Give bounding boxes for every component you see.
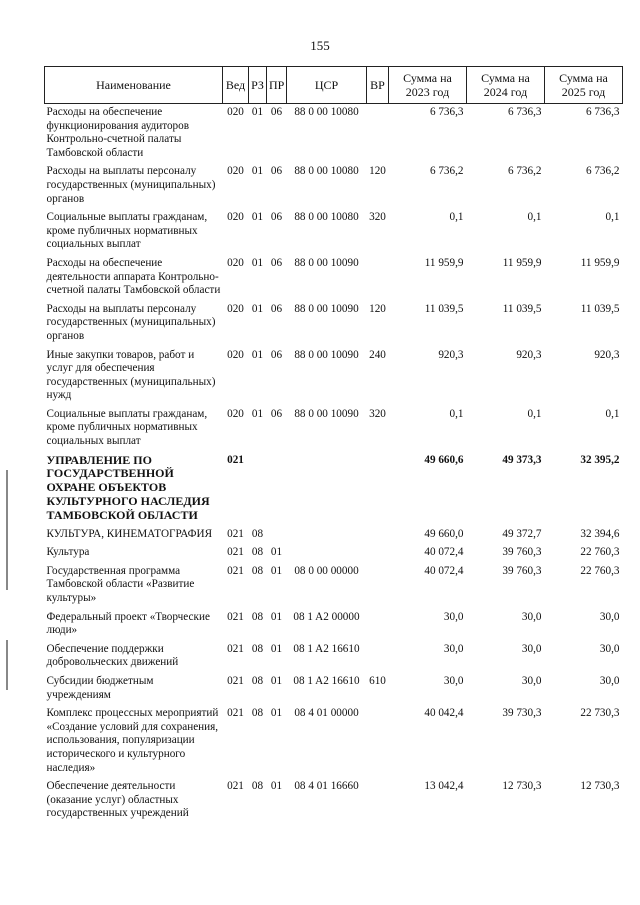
- cell-rz: 01: [251, 348, 264, 361]
- cell-name: Расходы на обеспечение деятельности аппарата Контрольно-счетной палаты Тамбовской области: [46, 256, 221, 297]
- cell-csr: 08 0 00 00000: [294, 564, 359, 577]
- cell-vr: [367, 705, 389, 778]
- cell-sum-2024: 0,1: [527, 407, 542, 420]
- cell-rz: 08: [251, 780, 264, 793]
- cell-csr: 88 0 00 10080: [294, 106, 359, 118]
- header-rz: РЗ: [249, 67, 267, 104]
- cell-sum-2023: 0,1: [449, 211, 464, 224]
- cell-pr: 01: [270, 707, 283, 720]
- cell-pr: 06: [270, 407, 283, 420]
- cell-rz: 01: [251, 407, 264, 420]
- cell-sum-2023: 49 660,6: [424, 453, 464, 466]
- cell-name: Обеспечение деятельности (оказание услуг) областных государственных учреждений: [46, 780, 189, 820]
- cell-sum-2023: 11 959,9: [424, 256, 464, 269]
- table-row: [45, 104, 623, 164]
- cell-sum-2025: 30,0: [599, 674, 620, 687]
- cell-rz: 08: [251, 674, 264, 687]
- cell-csr: 88 0 00 10080: [294, 165, 359, 178]
- cell-sum-2023: 11 039,5: [424, 302, 464, 315]
- table-row: [45, 641, 623, 673]
- table-row: [45, 544, 623, 563]
- cell-pr: 01: [270, 780, 283, 793]
- cell-sum-2025: 0,1: [605, 211, 620, 224]
- cell-rz: 01: [251, 211, 264, 224]
- cell-name: Социальные выплаты гражданам, кроме публичных нормативных социальных выплат: [46, 211, 208, 251]
- cell-vr: [367, 452, 389, 526]
- table-row: [45, 673, 623, 705]
- cell-vr: [367, 563, 389, 609]
- cell-sum-2023: 13 042,4: [424, 780, 464, 793]
- table-row: [45, 563, 623, 609]
- cell-sum-2025: 30,0: [599, 610, 620, 623]
- cell-pr: 06: [270, 106, 283, 118]
- header-name: Наименование: [45, 67, 223, 104]
- cell-sum-2024: 30,0: [521, 674, 542, 687]
- cell-pr: 06: [270, 256, 283, 269]
- cell-name: Расходы на выплаты персоналу государственных (муниципальных) органов: [46, 302, 216, 342]
- cell-sum-2025: 0,1: [605, 407, 620, 420]
- cell-ved: 020: [227, 348, 244, 361]
- table-row: [45, 526, 623, 545]
- cell-ved: 021: [227, 527, 244, 540]
- table-row: [45, 209, 623, 255]
- cell-sum-2023: 6 736,3: [429, 106, 464, 118]
- cell-sum-2023: 40 072,4: [424, 564, 464, 577]
- cell-sum-2023: 0,1: [449, 407, 464, 420]
- table-row: [45, 255, 623, 301]
- header-pr: ПР: [267, 67, 287, 104]
- cell-sum-2025: 32 395,2: [580, 453, 620, 466]
- cell-sum-2025: 30,0: [599, 642, 620, 655]
- cell-vr: [367, 526, 389, 545]
- cell-sum-2024: 12 730,3: [502, 780, 542, 793]
- table-row: [45, 452, 623, 526]
- cell-rz: [249, 452, 267, 526]
- cell-sum-2023: 40 072,4: [424, 546, 464, 559]
- cell-name: Комплекс процессных мероприятий «Создание условий для сохранения, использования, популяризации исторического и культурного наследия»: [46, 707, 219, 774]
- cell-vr: 610: [369, 674, 386, 687]
- cell-vr: 320: [369, 211, 386, 224]
- cell-sum-2023: 30,0: [443, 642, 464, 655]
- cell-name: Социальные выплаты гражданам, кроме публичных нормативных социальных выплат: [46, 407, 208, 448]
- cell-csr: [287, 544, 367, 563]
- cell-name: Обеспечение поддержки добровольческих движений: [46, 642, 179, 669]
- cell-pr: 06: [270, 348, 283, 361]
- cell-csr: 88 0 00 10090: [294, 407, 359, 420]
- cell-sum-2024: 30,0: [521, 610, 542, 623]
- table-row: [45, 609, 623, 641]
- cell-sum-2024: 6 736,3: [507, 106, 542, 118]
- cell-vr: [367, 609, 389, 641]
- cell-rz: 01: [251, 256, 264, 269]
- cell-name: Иные закупки товаров, работ и услуг для обеспечения государственных (муниципальных) нужд: [46, 348, 216, 402]
- cell-sum-2024: 920,3: [516, 348, 542, 361]
- cell-sum-2024: 49 373,3: [502, 453, 542, 466]
- cell-sum-2025: 32 394,6: [580, 527, 620, 540]
- cell-sum-2023: 30,0: [443, 610, 464, 623]
- cell-sum-2024: 39 760,3: [502, 546, 542, 559]
- page-number: 155: [310, 38, 330, 53]
- cell-sum-2025: 22 760,3: [580, 546, 620, 559]
- cell-ved: 020: [227, 211, 244, 224]
- cell-pr: 06: [270, 302, 283, 315]
- cell-csr: 08 1 A2 16610: [293, 674, 360, 687]
- cell-sum-2024: 39 730,3: [502, 707, 542, 720]
- cell-ved: 021: [227, 546, 244, 559]
- cell-name: Субсидии бюджетным учреждениям: [46, 674, 154, 701]
- cell-sum-2024: 30,0: [521, 642, 542, 655]
- cell-sum-2025: 22 760,3: [580, 564, 620, 577]
- table-row: [45, 406, 623, 452]
- cell-sum-2025: 920,3: [594, 348, 620, 361]
- cell-ved: 021: [227, 707, 244, 720]
- cell-name: КУЛЬТУРА, КИНЕМАТОГРАФИЯ: [46, 527, 213, 540]
- cell-sum-2023: 30,0: [443, 674, 464, 687]
- table-row: [45, 163, 623, 209]
- cell-vr: [367, 255, 389, 301]
- cell-csr: 08 4 01 16660: [294, 780, 359, 793]
- scan-margin-mark: [6, 470, 8, 590]
- cell-csr: 08 1 A2 00000: [293, 610, 360, 623]
- cell-name: Государственная программа Тамбовской области «Развитие культуры»: [46, 564, 195, 605]
- budget-table: [44, 66, 623, 824]
- cell-sum-2025: 22 730,3: [580, 707, 620, 720]
- cell-vr: [367, 641, 389, 673]
- cell-csr: [287, 452, 367, 526]
- cell-sum-2024: 11 959,9: [502, 256, 542, 269]
- cell-vr: [367, 544, 389, 563]
- cell-sum-2023: 40 042,4: [424, 707, 464, 720]
- cell-ved: 021: [227, 674, 244, 687]
- cell-ved: 021: [227, 642, 244, 655]
- cell-csr: 88 0 00 10080: [294, 211, 359, 224]
- header-vr: ВР: [367, 67, 389, 104]
- cell-vr: [367, 778, 389, 824]
- cell-ved: 021: [227, 610, 244, 623]
- cell-csr: 88 0 00 10090: [294, 302, 359, 315]
- cell-pr: [267, 452, 287, 526]
- cell-rz: 08: [251, 707, 264, 720]
- cell-rz: 08: [251, 642, 264, 655]
- cell-sum-2024: 49 372,7: [502, 527, 542, 540]
- cell-pr: 01: [270, 642, 283, 655]
- header-sum-2024: Сумма на 2024 год: [467, 67, 545, 104]
- cell-rz: 01: [251, 302, 264, 315]
- cell-sum-2025: 6 736,3: [585, 106, 620, 118]
- cell-pr: 01: [270, 564, 283, 577]
- cell-sum-2024: 0,1: [527, 211, 542, 224]
- cell-ved: 021: [227, 453, 244, 466]
- cell-rz: 08: [251, 546, 264, 559]
- cell-pr: 01: [270, 546, 283, 559]
- table-row: [45, 705, 623, 778]
- table-header-row: [45, 67, 623, 104]
- cell-sum-2025: 11 039,5: [580, 302, 620, 315]
- cell-vr: 320: [369, 407, 386, 420]
- cell-sum-2024: 6 736,2: [507, 165, 542, 178]
- cell-vr: 120: [369, 165, 386, 178]
- cell-ved: 020: [227, 302, 244, 315]
- table-row: [45, 347, 623, 406]
- cell-csr: 88 0 00 10090: [294, 256, 359, 269]
- cell-vr: 240: [369, 348, 386, 361]
- cell-ved: 020: [227, 407, 244, 420]
- cell-ved: 020: [227, 256, 244, 269]
- cell-sum-2023: 6 736,2: [429, 165, 464, 178]
- cell-rz: 01: [251, 106, 264, 118]
- header-csr: ЦСР: [287, 67, 367, 104]
- header-ved: Вед: [223, 67, 249, 104]
- cell-sum-2025: 6 736,2: [585, 165, 620, 178]
- table-row: [45, 301, 623, 347]
- cell-sum-2025: 12 730,3: [580, 780, 620, 793]
- cell-name: Федеральный проект «Творческие люди»: [46, 610, 210, 637]
- cell-name: Расходы на выплаты персоналу государственных (муниципальных) органов: [46, 165, 216, 205]
- cell-rz: 08: [251, 527, 264, 540]
- cell-csr: 88 0 00 10090: [294, 348, 359, 361]
- cell-sum-2023: 920,3: [438, 348, 464, 361]
- cell-pr: 01: [270, 610, 283, 623]
- cell-rz: 08: [251, 564, 264, 577]
- cell-name: Расходы на обеспечение функционирования аудиторов Контрольно-счетной палаты Тамбовской области: [46, 106, 190, 159]
- cell-sum-2024: 11 039,5: [502, 302, 542, 315]
- cell-sum-2025: 11 959,9: [580, 256, 620, 269]
- cell-ved: 020: [227, 165, 244, 178]
- scan-margin-mark: [6, 640, 8, 690]
- cell-name: Культура: [46, 546, 90, 559]
- cell-pr: 01: [270, 674, 283, 687]
- cell-csr: 08 4 01 00000: [294, 707, 359, 720]
- cell-sum-2023: 49 660,0: [424, 527, 464, 540]
- cell-name: УПРАВЛЕНИЕ ПО ГОСУДАРСТВЕННОЙ ОХРАНЕ ОБЪЕКТОВ КУЛЬТУРНОГО НАСЛЕДИЯ ТАМБОВСКОЙ ОБЛАСТИ: [46, 452, 210, 522]
- cell-vr: 120: [369, 302, 386, 315]
- cell-sum-2024: 39 760,3: [502, 564, 542, 577]
- cell-ved: 020: [227, 106, 244, 118]
- header-sum-2025: Сумма на 2025 год: [545, 67, 623, 104]
- cell-ved: 021: [227, 564, 244, 577]
- cell-vr: [367, 104, 389, 164]
- cell-pr: 06: [270, 165, 283, 178]
- cell-ved: 021: [227, 780, 244, 793]
- cell-pr: 06: [270, 211, 283, 224]
- cell-rz: 01: [251, 165, 264, 178]
- cell-csr: 08 1 A2 16610: [293, 642, 360, 655]
- header-sum-2023: Сумма на 2023 год: [389, 67, 467, 104]
- cell-csr: [287, 526, 367, 545]
- cell-pr: [267, 526, 287, 545]
- table-row: [45, 778, 623, 824]
- cell-rz: 08: [251, 610, 264, 623]
